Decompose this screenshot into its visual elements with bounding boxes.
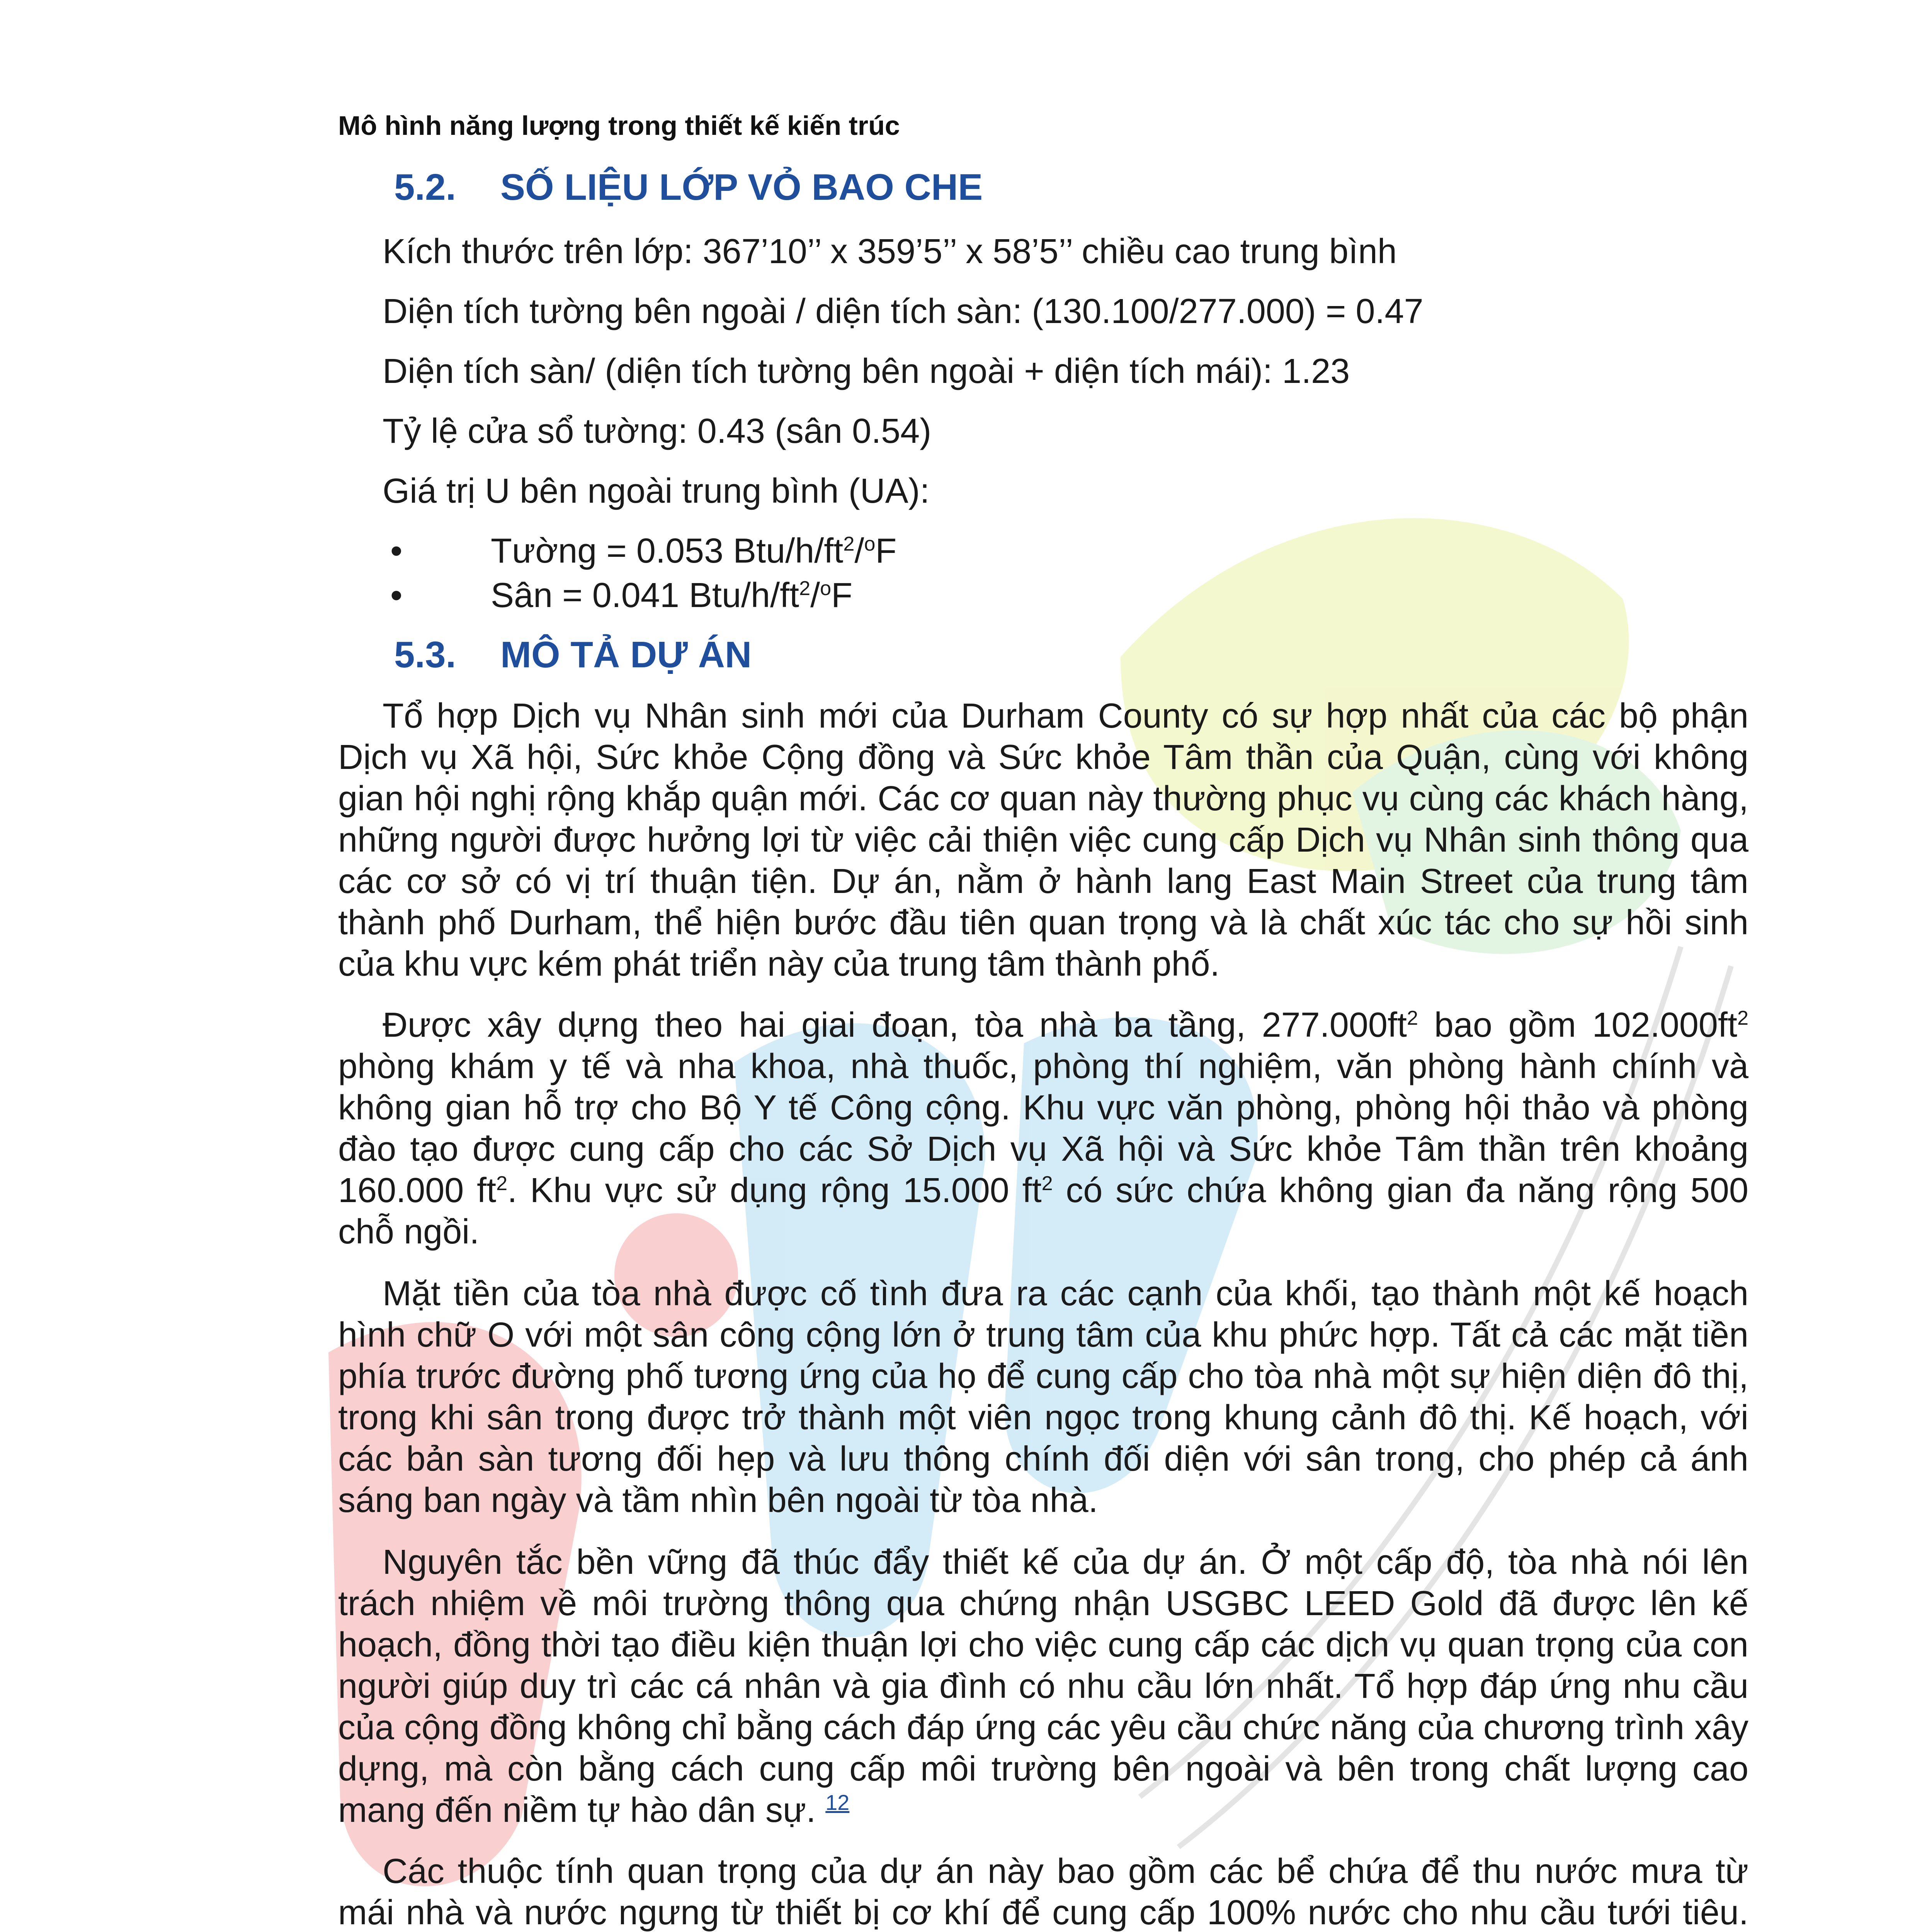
running-header: Mô hình năng lượng trong thiết kế kiến trúc [338, 111, 900, 141]
u-value-bullet-wall: • Tường = 0.053 Btu/$h/ft^2/^oF$ [390, 532, 897, 570]
section-title: MÔ TẢ DỰ ÁN [500, 634, 752, 675]
section-number: 5.2. [394, 167, 456, 208]
bullet-dot: • [390, 532, 403, 570]
paragraph-key-attributes: Các thuộc tính quan trọng của dự án này bao gồm các bể chứa để thu nước mưa từ mái nhà và nước ngưng từ thiết bị cơ khí để cung cấp 100% nước cho nhu cầu tưới tiêu. [338, 1852, 1748, 1932]
wall-floor-ratio-line: Diện tích tường bên ngoài / diện tích sàn: (130.100/277.000) = 0.47 [383, 292, 1423, 331]
footnote-reference-link[interactable]: 12 [825, 1790, 850, 1815]
section-number: 5.3. [394, 634, 456, 675]
paragraph-facade: Mặt tiền của tòa nhà được cố tình đưa ra các cạnh của khối, tạo thành một kế hoạch hình chữ O với một sân công cộng lớn ở trung tâm của khu phức hợp. Tất cả các mặt tiền phía trước đường phố tương ứng của họ để cung cấp cho tòa nhà một sự hiện diện đô thị, trong khi sân trong được trở thành một viên ngọc trong khung cảnh đô thị. Kế hoạch, với các bản sàn tương đối hẹp và lưu thông chính đối diện với sân trong, cho phép cả ánh sáng ban ngày và tầm nhìn bên ngoài từ tòa nhà. [338, 1274, 1748, 1520]
u-value-bullet-yard: • Sân = 0.041 Btu/$h/ft^2/^oF$ [390, 576, 853, 615]
paragraph-sustainability: Nguyên tắc bền vững đã thúc đẩy thiết kế của dự án. Ở một cấp độ, tòa nhà nói lên trách nhiệm về môi trường thông qua chứng nhận USGBC LEED Gold đã được lên kế hoạch, đồng thời tạo điều kiện thuận lợi cho việc cung cấp các dịch vụ quan trọng của con người giúp duy trì các cá nhân và gia đình có nhu cầu lớn nhất. Tổ hợp đáp ứng nhu cầu của cộng đồng không chỉ bằng cách đáp ứng các yêu cầu chức năng của chương trình xây dựng, mà còn bằng cách cung cấp môi trường bên ngoài và bên trong chất lượng cao mang đến niềm tự hào dân sự. $^{12}$ [338, 1543, 1748, 1830]
floor-envelope-ratio-line: Diện tích sàn/ (diện tích tường bên ngoài + diện tích mái): 1.23 [383, 352, 1350, 391]
bullet-dot: • [390, 576, 403, 615]
section-title: SỐ LIỆU LỚP VỎ BAO CHE [500, 167, 983, 208]
u-value-label: Giá trị U bên ngoài trung bình (UA): [383, 472, 930, 510]
dimensions-line: Kích thước trên lớp: 367’10’’ x 359’5’’ x 58’5’’ chiều cao trung bình [383, 232, 1397, 271]
section-heading-5-2 [394, 166, 983, 209]
paragraph-building-program: Được xây dựng theo hai giai đoạn, tòa nhà ba tầng, $277.000ft^2$ bao gồm $102.000ft^2$ phòng khám y tế và nha khoa, nhà thuốc, phòng thí nghiệm, văn phòng hành chính và không gian hỗ trợ cho Bộ Y tế Công cộng. Khu vực văn phòng, phòng hội thảo và phòng đào tạo được cung cấp cho các Sở Dịch vụ Xã hội và Sức khỏe Tâm thần trên khoảng 160.000 $ft^2$. Khu vực sử dụng rộng 15.000 $ft^2$ có sức chứa không gian đa năng rộng 500 chỗ ngồi. [338, 1006, 1748, 1251]
paragraph-project-intro: Tổ hợp Dịch vụ Nhân sinh mới của Durham County có sự hợp nhất của các bộ phận Dịch vụ Xã hội, Sức khỏe Cộng đồng và Sức khỏe Tâm thần của Quận, cùng với không gian hội nghị rộng khắp quận mới. Các cơ quan này thường phục vụ cùng các khách hàng, những người được hưởng lợi từ việc cải thiện việc cung cấp Dịch vụ Nhân sinh thông qua các cơ sở có vị trí thuận tiện. Dự án, nằm ở hành lang East Main Street của trung tâm thành phố Durham, thể hiện bước đầu tiên quan trọng và là chất xúc tác cho sự hồi sinh của khu vực kém phát triển này của trung tâm thành phố. [338, 697, 1748, 983]
section-heading-5-3 [394, 634, 752, 676]
window-wall-ratio-line: Tỷ lệ cửa sổ tường: 0.43 (sân 0.54) [383, 412, 932, 451]
